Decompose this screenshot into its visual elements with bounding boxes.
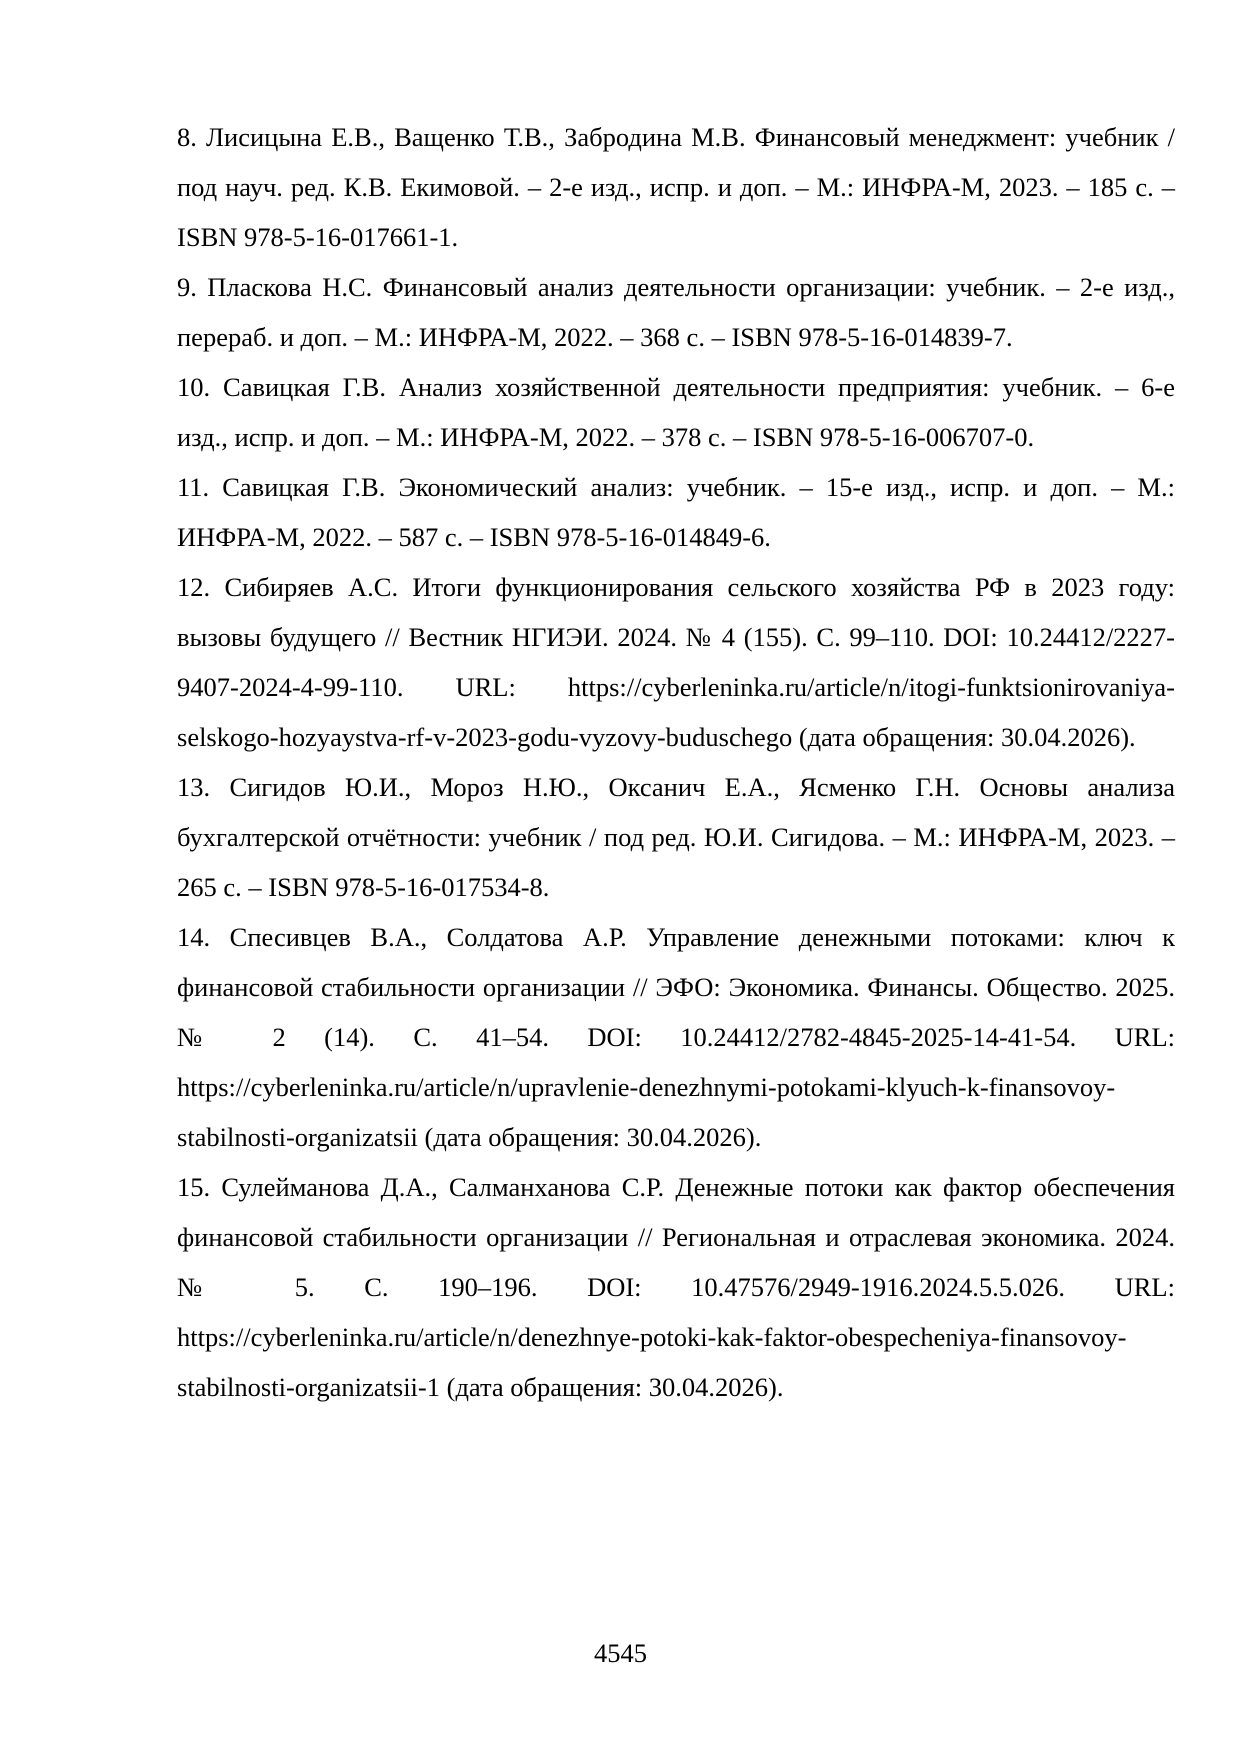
reference-item-15: 15. Сулейманова Д.А., Салманханова С.Р. Денежные потоки как фактор обеспечения финансовой стабильности организации // Региональная и отраслевая экономика. 2024. № 5. С. 190–196. DOI: 10.47576/2949-1916.2024.5.5.026. URL: https://cyberleninka.ru/article/n/denezhnye-potoki-kak-faktor-obespecheniya-finansovoy-stabilnosti-organizatsii-1 (дата обращения: 30.04.2026). [177,1172,1175,1402]
reference-item-11: 11. Савицкая Г.В. Экономический анализ: учебник. – 15-е изд., испр. и доп. – М.: ИНФРА-М, 2022. – 587 с. – ISBN 978-5-16-014849-6. [177,472,1175,552]
reference-item-13: 13. Сигидов Ю.И., Мороз Н.Ю., Оксанич Е.А., Ясменко Г.Н. Основы анализа бухгалтерской отчётности: учебник / под ред. Ю.И. Сигидова. – М.: ИНФРА-М, 2023. – 265 с. – ISBN 978-5-16-017534-8. [177,772,1175,902]
reference-item-12: 12. Сибиряев А.С. Итоги функционирования сельского хозяйства РФ в 2023 году: вызовы будущего // Вестник НГИЭИ. 2024. № 4 (155). С. 99–110. DOI: 10.24412/2227-9407-2024-4-99-110. URL: https://cyberleninka.ru/article/n/itogi-funktsionirovaniya-selskogo-hozyaystva-rf-v-2023-godu-vyzovy-buduschego (дата обращения: 30.04.2026). [177,572,1175,752]
reference-item-14: 14. Спесивцев В.А., Солдатова А.Р. Управление денежными потоками: ключ к финансовой стабильности организации // ЭФО: Экономика. Финансы. Общество. 2025. № 2 (14). С. 41–54. DOI: 10.24412/2782-4845-2025-14-41-54. URL: https://cyberleninka.ru/article/n/upravlenie-denezhnymi-potokami-klyuch-k-finansovoy-stabilnosti-organizatsii (дата обращения: 30.04.2026). [177,922,1175,1152]
reference-item-8: 8. Лисицына Е.В., Ващенко Т.В., Забродина М.В. Финансовый менеджмент: учебник / под науч. ред. К.В. Екимовой. – 2-е изд., испр. и доп. – М.: ИНФРА-М, 2023. – 185 с. – ISBN 978-5-16-017661-1. [177,122,1175,252]
page-number: 4545 [594,1638,647,1668]
reference-item-9: 9. Пласкова Н.С. Финансовый анализ деятельности организации: учебник. – 2-е изд., перераб. и доп. – М.: ИНФРА-М, 2022. – 368 с. – ISBN 978-5-16-014839-7. [177,272,1175,352]
reference-list [177,112,1175,1412]
reference-item-10: 10. Савицкая Г.В. Анализ хозяйственной деятельности предприятия: учебник. – 6-е изд., испр. и доп. – М.: ИНФРА-М, 2022. – 378 с. – ISBN 978-5-16-006707-0. [177,372,1175,452]
